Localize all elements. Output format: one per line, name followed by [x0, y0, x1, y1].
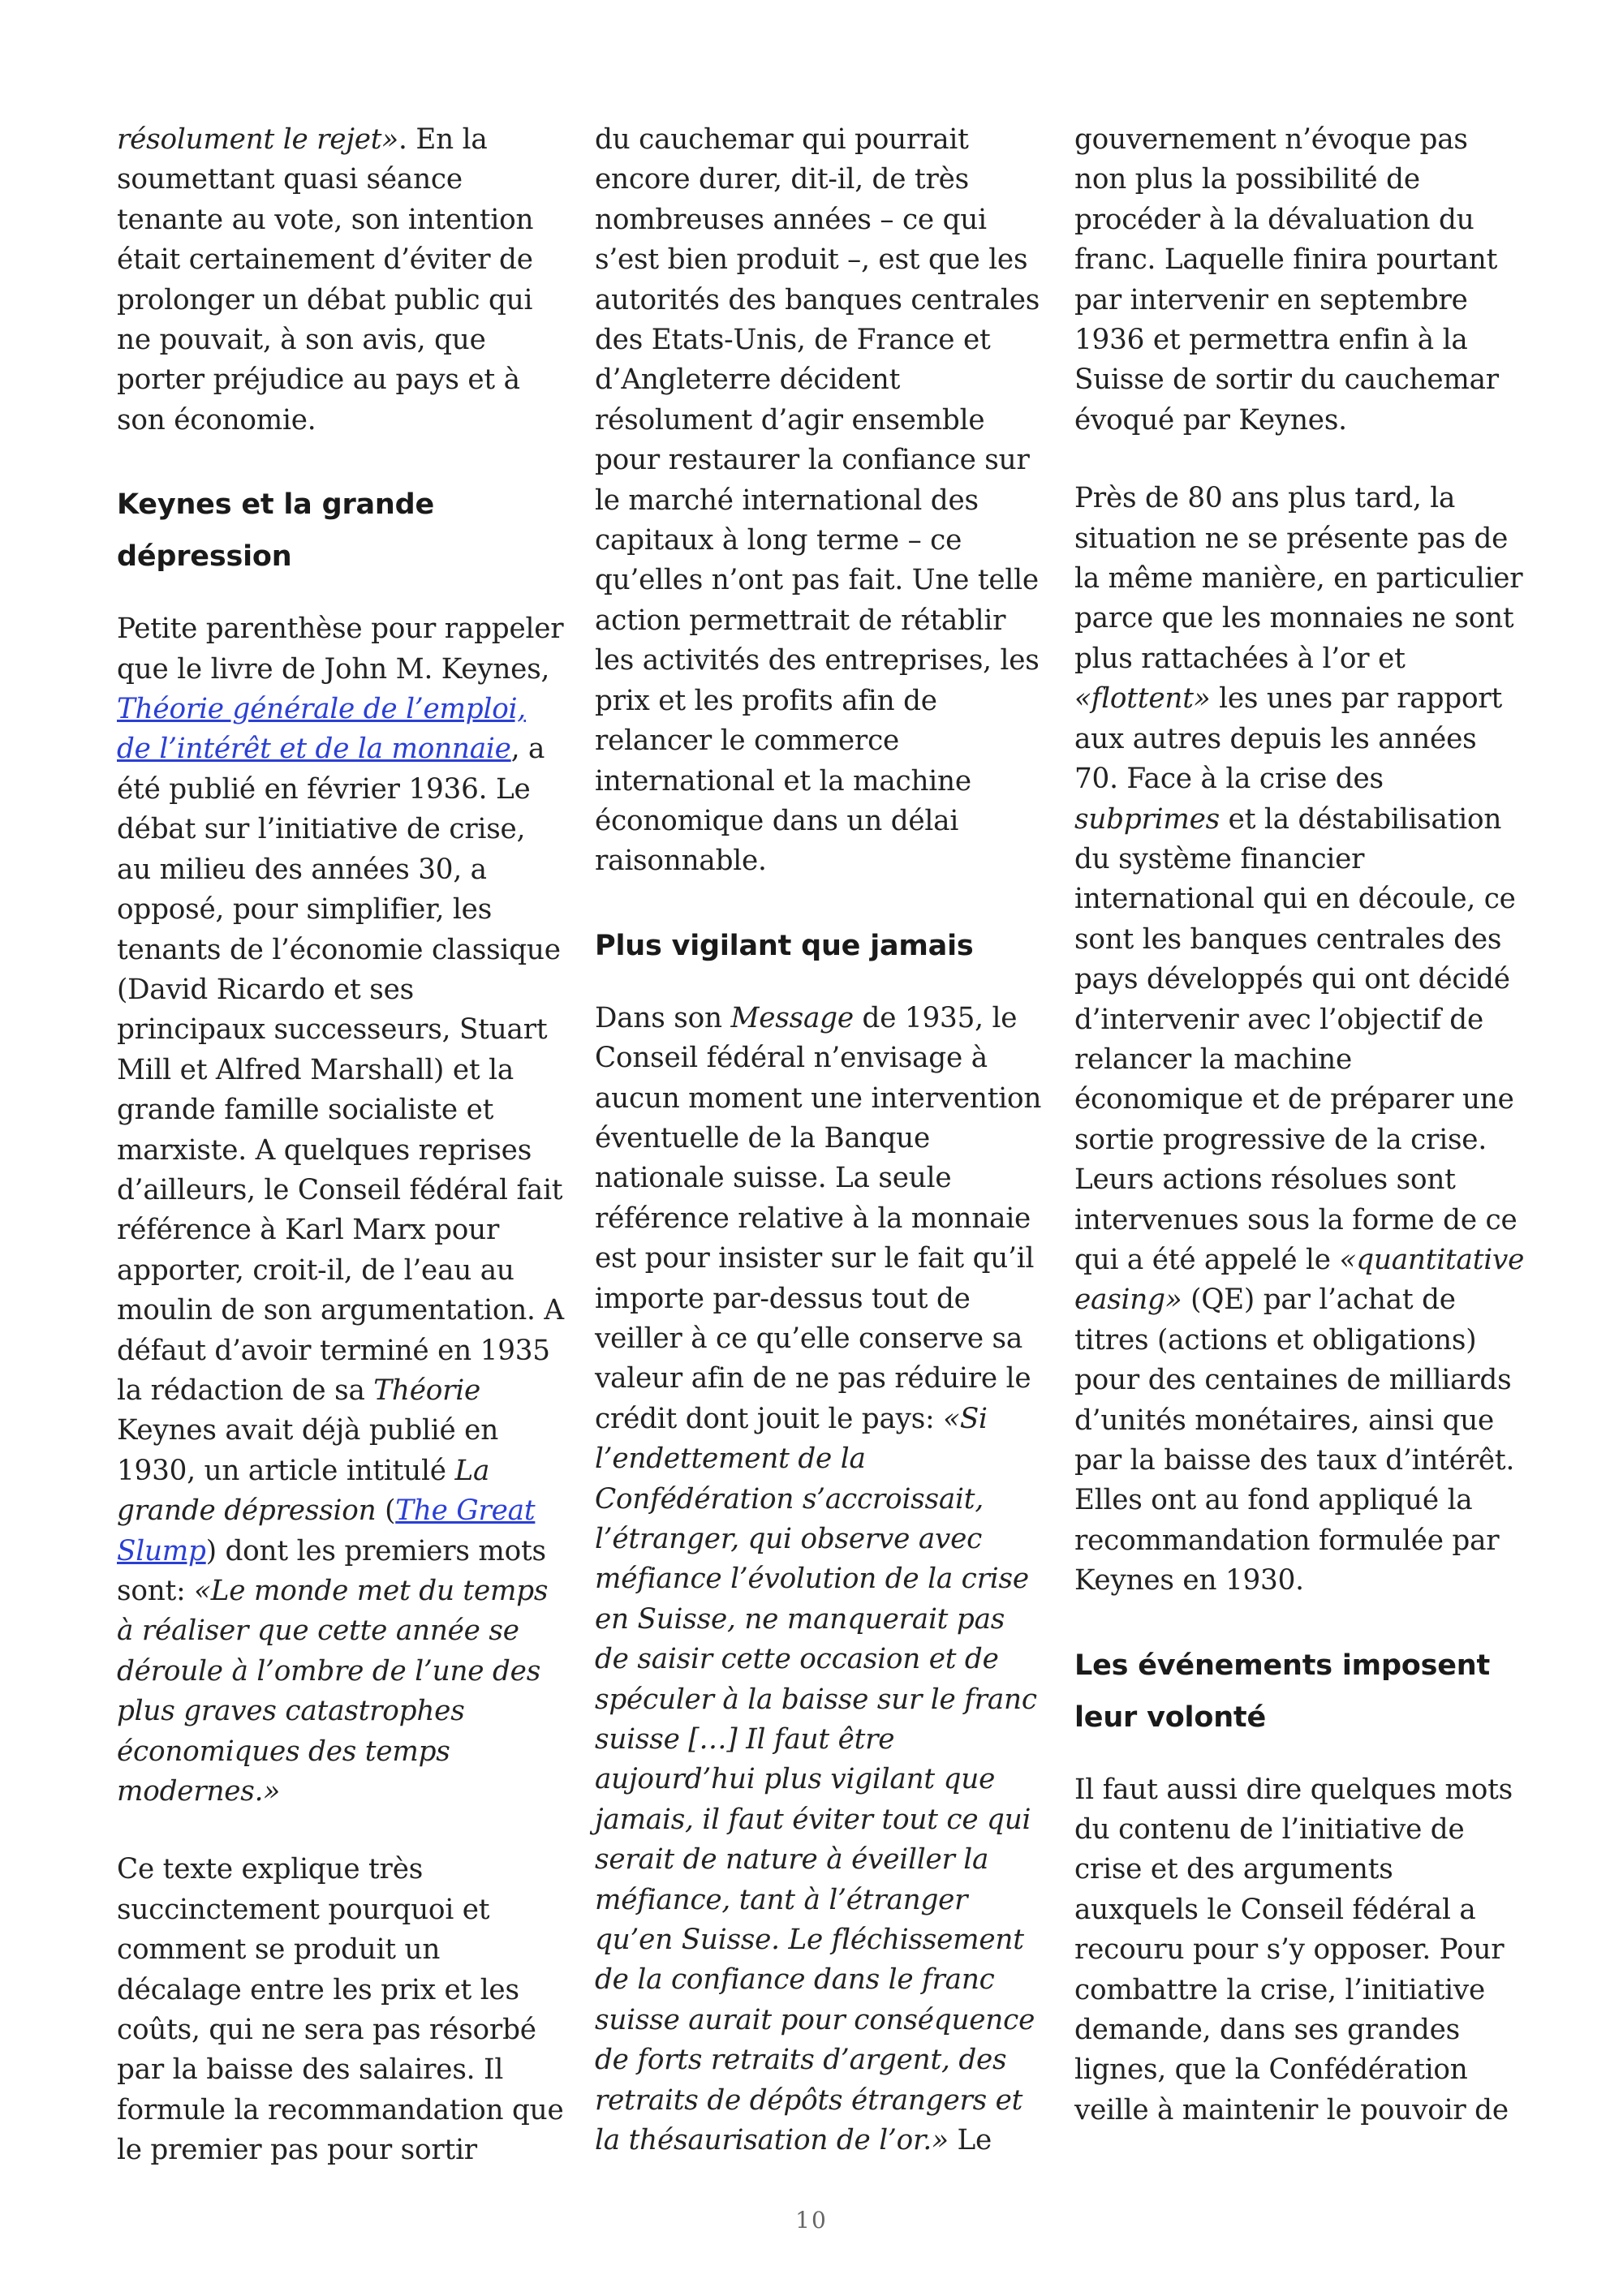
section-heading: Plus vigilant que jamais — [595, 929, 974, 962]
page-number: 10 — [795, 2207, 828, 2234]
quote-text: résolument le rejet» — [117, 123, 399, 156]
quote-text: «Si l’endettement de la Confédération s’accroissait, l’étranger, qui observe avec méfiance l’évolution de la crise en Suisse, ne manquerait pas de saisir cette occasion et de spéculer à la baisse sur le franc suisse […] Il faut être aujourd’hui plus vigilant que jamais, il faut éviter tout ce qui serait de nature à éveiller la méfiance, tant à l’étranger qu’en Suisse. Le fléchissement de la confiance dans le franc suisse aurait pour conséquence de forts retraits d’argent, des retraits de dépôts étrangers et la thésaurisation de l’or.» — [595, 1402, 1037, 2157]
paragraph — [117, 609, 567, 1812]
quote-text: «Le monde met du temps à réaliser que cette année se déroule à l’ombre de l’une des plus graves catastrophes économiques des temps modernes.» — [117, 1575, 549, 1808]
column-1 — [117, 120, 567, 2171]
section-heading: Les événements imposent leur volonté — [1074, 1649, 1491, 1734]
body-text: de 1935, le Conseil fédéral n’envisage à aucun moment une intervention éventuelle de la Banque nationale suisse. La seule référence relative à la monnaie est pour insister sur le fait qu’il importe par-dessus tout de veiller à ce qu’elle conserve sa valeur afin de ne pas réduire le crédit dont jouit le pays: — [595, 1001, 1042, 1435]
body-text: Le — [948, 2124, 992, 2157]
body-text: Près de 80 ans plus tard, la situation ne se présente pas de la même manière, en particulier parce que les monnaies ne sont plus rattachées à l’or et — [1074, 482, 1523, 675]
body-text: . En la soumettant quasi séance tenante au vote, son intention était certainement d’éviter de prolonger un débat public qui ne pouvait, à son avis, que porter préjudice au pays et à son économie. — [117, 123, 534, 436]
book-title-link[interactable]: Théorie générale de l’emploi, de l’intérêt et de la monnaie — [117, 693, 526, 766]
paragraph: gouvernement n’évoque pas non plus la possibilité de procéder à la dévaluation du franc. Laquelle finira pourtant par intervenir en septembre 1936 et permettra enfin à la Suisse de sortir du cauchemar évoqué par Keynes. — [1074, 123, 1499, 436]
italic-title: Message — [730, 1001, 854, 1034]
body-text: Dans son — [595, 1001, 731, 1034]
italic-title: La grande dépression — [117, 1454, 490, 1528]
body-text: et la déstabilisation du système financier international qui en découle, ce sont les banques centrales des pays développés qui ont décidé d’intervenir avec l’objectif de relancer la machine économique et de préparer une sortie progressive de la crise. Leurs actions résolues sont intervenues sous la forme de ce qui a été appelé le — [1074, 802, 1518, 1276]
paragraph — [117, 120, 567, 441]
paragraph: du cauchemar qui pourrait encore durer, dit-il, de très nombreuses années – ce qui s’est bien produit –, est que les autorités des banques centrales des Etats-Unis, de France et d’Angleterre décident résolument d’agir ensemble pour restaurer la confiance sur le marché international des capitaux à long terme – ce qu’elles n’ont pas fait. Une telle action permettrait de rétablir les activités des entreprises, les prix et les profits afin de relancer le commerce international et la machine économique dans un délai raisonnable. — [595, 123, 1040, 878]
column-3 — [1074, 120, 1525, 2130]
italic-term: «flottent» — [1074, 682, 1211, 716]
body-text: Keynes avait déjà publié en 1930, un article intitulé — [117, 1414, 499, 1487]
column-2 — [595, 120, 1045, 2161]
body-text: ( — [376, 1494, 396, 1528]
body-text: les unes par rapport aux autres depuis les années 70. Face à la crise des — [1074, 682, 1503, 796]
paragraph: Il faut aussi dire quelques mots du contenu de l’initiative de crise et des arguments auxquels le Conseil fédéral a recouru pour s’y opposer. Pour combattre la crise, l’initiative demande, dans ses grandes lignes, que la Confédération veille à maintenir le pouvoir de — [1074, 1773, 1513, 2126]
body-text: , a été publié en février 1936. Le débat sur l’initiative de crise, au milieu des années 30, a opposé, pour simplifier, les tenants de l’économie classique (David Ricardo et ses principaux successeurs, Stuart Mill et Alfred Marshall) et la grande famille socialiste et marxiste. A quelques reprises d’ailleurs, le Conseil fédéral fait référence à Karl Marx pour apporter, croit-il, de l’eau au moulin de son argumentation. A défaut d’avoir terminé en 1935 la rédaction de sa — [117, 733, 564, 1407]
italic-term: subprimes — [1074, 802, 1220, 836]
paragraph — [1074, 479, 1525, 1601]
paragraph — [595, 999, 1045, 2161]
italic-title: Théorie — [373, 1374, 481, 1407]
great-slump-link[interactable]: The Great Slump — [117, 1494, 536, 1567]
italic-term: «quantitative easing» — [1074, 1243, 1525, 1317]
body-text: (QE) par l’achat de titres (actions et obligations) pour des centaines de milliards d’unités monétaires, ainsi que par la baisse des taux d’intérêt. Elles ont au fond appliqué la recommandation formulée par Keynes en 1930. — [1074, 1283, 1515, 1597]
body-text: ) dont les premiers mots sont: — [117, 1534, 546, 1607]
section-heading: Keynes et la grande dépression — [117, 488, 435, 574]
paragraph: Ce texte explique très succinctement pourquoi et comment se produit un décalage entre les prix et les coûts, qui ne sera pas résorbé par la baisse des salaires. Il formule la recommandation que le premier pas pour sortir — [117, 1853, 564, 2167]
body-text: Petite parenthèse pour rappeler que le livre de John M. Keynes, — [117, 613, 564, 686]
